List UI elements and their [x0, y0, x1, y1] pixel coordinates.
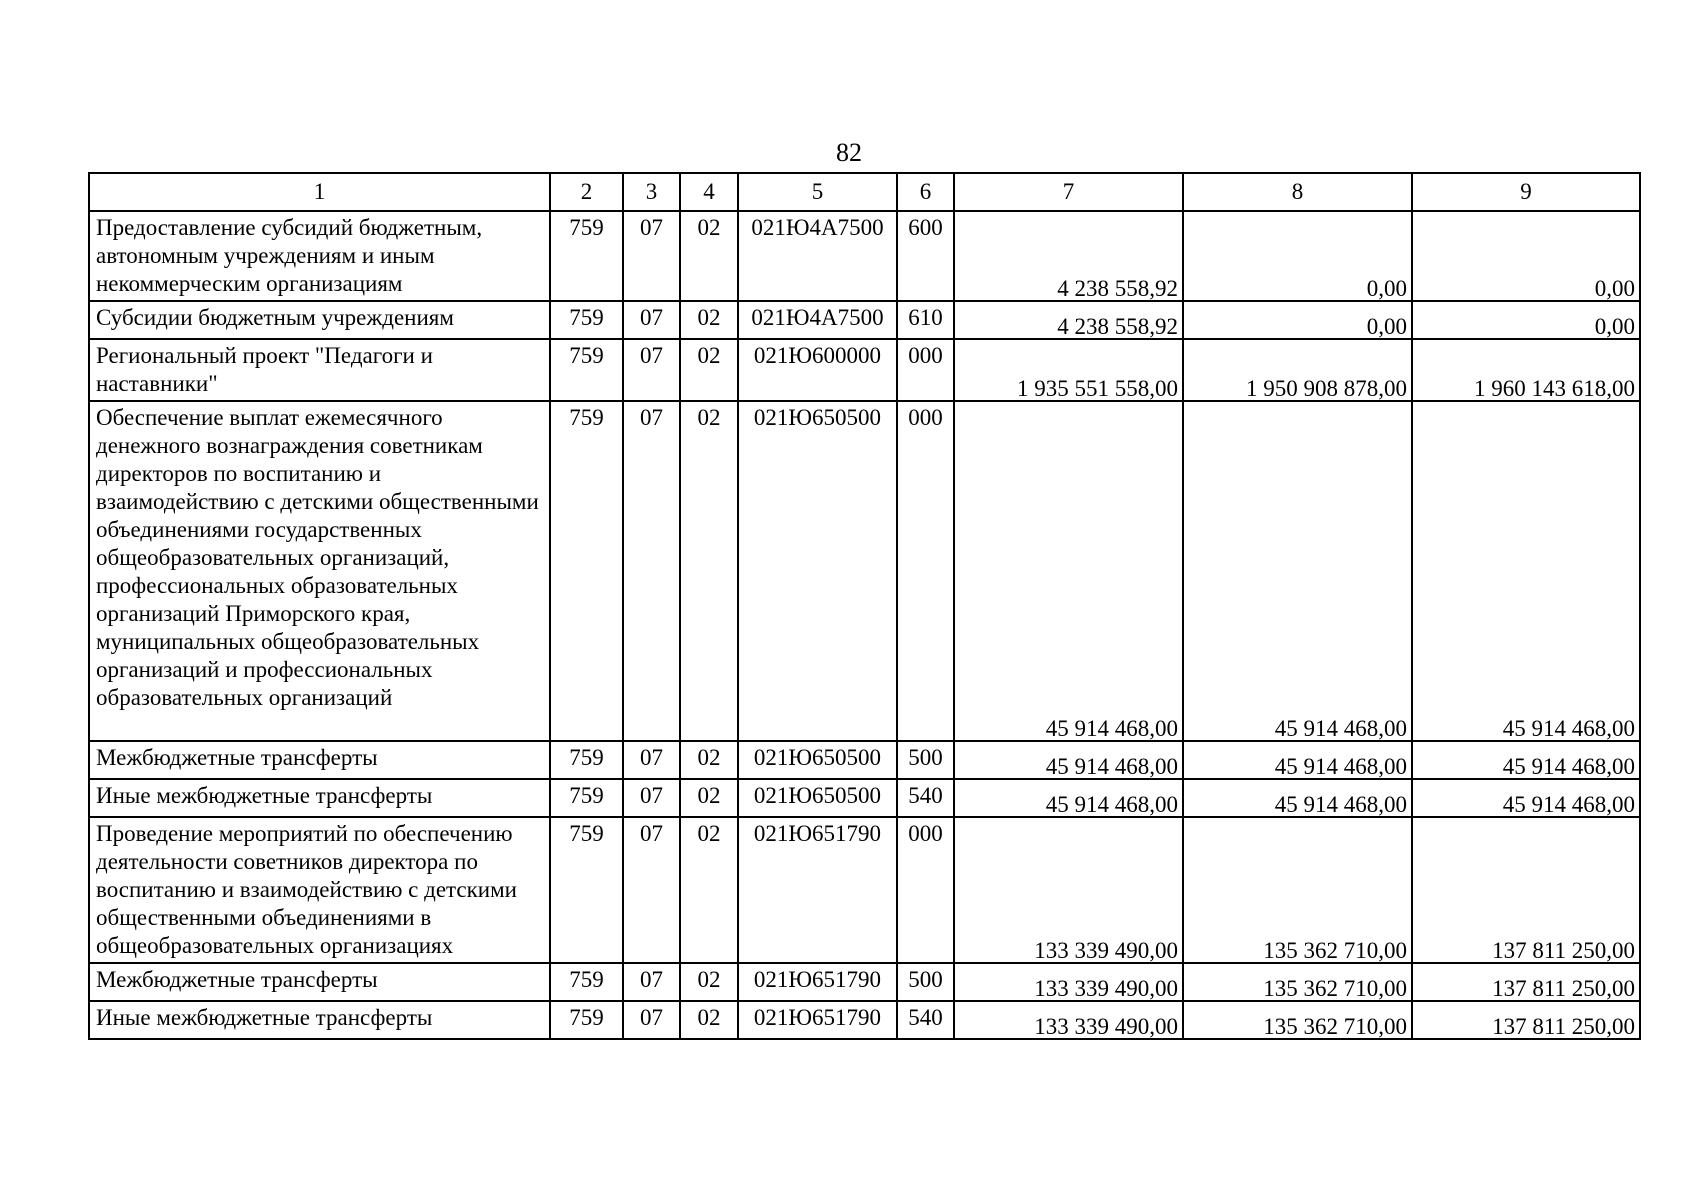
row-name: Межбюджетные трансферты [89, 963, 550, 1001]
header-cell: 3 [623, 173, 680, 211]
row-pr: 02 [680, 301, 738, 339]
row-sum-2 [1183, 211, 1412, 301]
row-sum-3-value: 45 914 468,00 [1502, 792, 1635, 817]
row-rz: 07 [623, 339, 680, 401]
row-grbs: 759 [550, 1001, 623, 1039]
row-sum-1-value: 45 914 468,00 [1045, 754, 1178, 779]
row-pr: 02 [680, 401, 738, 741]
row-sum-2 [1183, 741, 1412, 779]
row-sum-2 [1183, 817, 1412, 963]
row-csr: 021Ю651790 [738, 1001, 897, 1039]
row-csr: 021Ю650500 [738, 779, 897, 817]
row-grbs: 759 [550, 779, 623, 817]
row-sum-3 [1412, 817, 1640, 963]
row-sum-1 [954, 339, 1183, 401]
row-vr: 000 [897, 401, 954, 741]
row-grbs: 759 [550, 963, 623, 1001]
row-vr: 540 [897, 1001, 954, 1039]
row-pr: 02 [680, 339, 738, 401]
row-rz: 07 [623, 401, 680, 741]
row-vr: 610 [897, 301, 954, 339]
header-cell: 5 [738, 173, 897, 211]
table-row [89, 301, 1640, 339]
row-pr: 02 [680, 963, 738, 1001]
row-sum-3-value: 45 914 468,00 [1502, 754, 1635, 779]
row-pr: 02 [680, 817, 738, 963]
row-sum-1 [954, 963, 1183, 1001]
row-vr: 500 [897, 741, 954, 779]
row-pr: 02 [680, 211, 738, 301]
header-cell: 7 [954, 173, 1183, 211]
row-sum-3 [1412, 963, 1640, 1001]
row-sum-2-value: 0,00 [1366, 314, 1407, 339]
row-sum-2-value: 45 914 468,00 [1274, 754, 1407, 779]
row-csr: 021Ю651790 [738, 963, 897, 1001]
header-cell: 1 [89, 173, 550, 211]
row-sum-1-value: 45 914 468,00 [1045, 716, 1178, 741]
row-sum-3 [1412, 741, 1640, 779]
row-csr: 021Ю4А7500 [738, 211, 897, 301]
row-vr: 600 [897, 211, 954, 301]
row-name: Субсидии бюджетным учреждениям [89, 301, 550, 339]
row-sum-1 [954, 741, 1183, 779]
row-vr: 500 [897, 963, 954, 1001]
row-grbs: 759 [550, 301, 623, 339]
row-sum-1-value: 133 339 490,00 [1034, 938, 1178, 963]
table-body [89, 173, 1640, 1039]
row-pr: 02 [680, 1001, 738, 1039]
row-sum-1-value: 4 238 558,92 [1057, 276, 1178, 301]
row-sum-1-value: 133 339 490,00 [1034, 1014, 1178, 1039]
row-sum-3-value: 137 811 250,00 [1492, 976, 1635, 1001]
budget-table [88, 172, 1641, 1040]
row-rz: 07 [623, 963, 680, 1001]
row-sum-2 [1183, 301, 1412, 339]
table-row [89, 817, 1640, 963]
header-cell: 4 [680, 173, 738, 211]
table-row [89, 211, 1640, 301]
row-csr: 021Ю650500 [738, 401, 897, 741]
row-sum-1 [954, 817, 1183, 963]
row-vr: 000 [897, 339, 954, 401]
table-header-row [89, 173, 1640, 211]
row-sum-2-value: 135 362 710,00 [1263, 976, 1407, 1001]
row-sum-1-value: 45 914 468,00 [1045, 792, 1178, 817]
row-sum-2 [1183, 401, 1412, 741]
row-sum-3 [1412, 339, 1640, 401]
table-row [89, 779, 1640, 817]
row-vr: 000 [897, 817, 954, 963]
row-vr: 540 [897, 779, 954, 817]
row-name: Обеспечение выплат ежемесячного денежного вознаграждения советникам директоров по воспитанию и взаимодействию с детскими общественными объединениями государственных общеобразовательных организаций, профессиональных образовательных организаций Приморского края, муниципальных общеобразовательных организаций и профессиональных образовательных организаций [89, 401, 550, 741]
row-sum-1-value: 133 339 490,00 [1034, 976, 1178, 1001]
row-pr: 02 [680, 741, 738, 779]
row-grbs: 759 [550, 741, 623, 779]
row-sum-1-value: 4 238 558,92 [1057, 314, 1178, 339]
row-sum-1 [954, 1001, 1183, 1039]
header-cell: 9 [1412, 173, 1640, 211]
row-sum-1 [954, 401, 1183, 741]
table-row [89, 1001, 1640, 1039]
row-grbs: 759 [550, 339, 623, 401]
row-rz: 07 [623, 211, 680, 301]
row-rz: 07 [623, 779, 680, 817]
row-sum-2-value: 0,00 [1366, 276, 1407, 301]
row-sum-3 [1412, 779, 1640, 817]
row-sum-2-value: 135 362 710,00 [1263, 1014, 1407, 1039]
row-rz: 07 [623, 741, 680, 779]
row-sum-1 [954, 779, 1183, 817]
row-name: Иные межбюджетные трансферты [89, 1001, 550, 1039]
row-csr: 021Ю650500 [738, 741, 897, 779]
row-sum-1 [954, 301, 1183, 339]
row-sum-3-value: 0,00 [1594, 314, 1635, 339]
row-sum-2 [1183, 339, 1412, 401]
row-sum-2 [1183, 1001, 1412, 1039]
row-sum-3-value: 45 914 468,00 [1502, 716, 1635, 741]
row-sum-2-value: 135 362 710,00 [1263, 938, 1407, 963]
page-number: 82 [836, 138, 862, 167]
row-grbs: 759 [550, 401, 623, 741]
row-grbs: 759 [550, 817, 623, 963]
row-sum-1-value: 1 935 551 558,00 [1017, 376, 1178, 401]
row-sum-3-value: 137 811 250,00 [1492, 938, 1635, 963]
row-rz: 07 [623, 817, 680, 963]
row-sum-2 [1183, 963, 1412, 1001]
row-sum-3 [1412, 401, 1640, 741]
row-sum-3 [1412, 301, 1640, 339]
header-cell: 2 [550, 173, 623, 211]
table-row [89, 401, 1640, 741]
row-name: Иные межбюджетные трансферты [89, 779, 550, 817]
row-csr: 021Ю600000 [738, 339, 897, 401]
row-name: Региональный проект "Педагоги и наставники" [89, 339, 550, 401]
row-sum-3 [1412, 211, 1640, 301]
row-grbs: 759 [550, 211, 623, 301]
row-sum-1 [954, 211, 1183, 301]
row-sum-2 [1183, 779, 1412, 817]
row-rz: 07 [623, 301, 680, 339]
row-sum-3 [1412, 1001, 1640, 1039]
table-row [89, 741, 1640, 779]
row-pr: 02 [680, 779, 738, 817]
row-sum-3-value: 1 960 143 618,00 [1474, 376, 1635, 401]
table-row [89, 339, 1640, 401]
row-sum-2-value: 45 914 468,00 [1274, 716, 1407, 741]
row-sum-2-value: 1 950 908 878,00 [1246, 376, 1407, 401]
row-sum-3-value: 137 811 250,00 [1492, 1014, 1635, 1039]
row-name: Проведение мероприятий по обеспечению деятельности советников директора по воспитанию и взаимодействию с детскими общественными объединениями в общеобразовательных организациях [89, 817, 550, 963]
row-rz: 07 [623, 1001, 680, 1039]
row-csr: 021Ю651790 [738, 817, 897, 963]
row-sum-3-value: 0,00 [1594, 276, 1635, 301]
table-row [89, 963, 1640, 1001]
header-cell: 8 [1183, 173, 1412, 211]
row-name: Предоставление субсидий бюджетным, автономным учреждениям и иным некоммерческим организациям [89, 211, 550, 301]
row-csr: 021Ю4А7500 [738, 301, 897, 339]
row-name: Межбюджетные трансферты [89, 741, 550, 779]
header-cell: 6 [897, 173, 954, 211]
row-sum-2-value: 45 914 468,00 [1274, 792, 1407, 817]
